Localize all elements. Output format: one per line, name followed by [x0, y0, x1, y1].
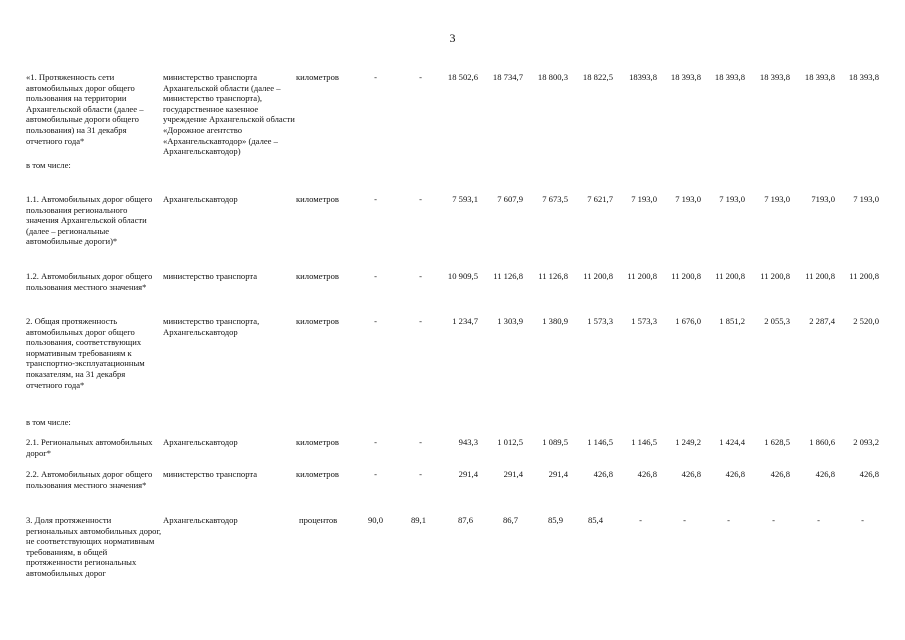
value-cell: 11 200,8 — [715, 271, 745, 281]
value-cell: 7 673,5 — [542, 194, 568, 204]
responsible-party: министерство транспорта — [163, 469, 258, 479]
page-number: 3 — [449, 31, 456, 45]
indicator-name: 1.1. Автомобильных дорог общего пользования регионального значения Архангельской области (далее – региональные автомобильные дороги)* — [26, 194, 153, 247]
value-cell: 7 193,0 — [631, 194, 657, 204]
value-cell: 2 287,4 — [809, 316, 835, 326]
value-cell: 86,7 — [502, 515, 518, 525]
unit-cell: километров — [296, 72, 339, 82]
indicator-name: «1. Протяженность сети автомобильных дорог общего пользования на территории Архангельской области (далее – автомобильные дороги общего пользования) на 31 декабря отчетного года* — [26, 72, 144, 146]
unit-cell: километров — [296, 194, 339, 204]
value-cell: 2 055,3 — [764, 316, 790, 326]
value-cell: 85,4 — [587, 515, 603, 525]
responsible-party: министерство транспорта — [163, 271, 258, 281]
value-cell: 1 424,4 — [719, 437, 745, 447]
responsible-party: министерство транспорта Архангельской области (далее – министерство транспорта), государственное казенное учреждение Архангельской области «Дорожное агентство «Архангельскавтодор» (далее – Архангельскавтодор) — [163, 72, 295, 157]
value-cell: 426,8 — [725, 469, 745, 479]
value-cell: - — [419, 437, 422, 447]
value-cell: 90,0 — [367, 515, 383, 525]
value-cell: 7193,0 — [811, 194, 835, 204]
value-cell: 18 393,8 — [804, 72, 835, 82]
value-cell: - — [683, 515, 686, 525]
value-cell: 7 193,0 — [719, 194, 745, 204]
value-cell: 11 126,8 — [493, 271, 523, 281]
value-cell: 1 851,2 — [719, 316, 745, 326]
indicator-name: 2.2. Автомобильных дорог общего пользования местного значения* — [26, 469, 153, 490]
responsible-party: Архангельскавтодор — [163, 194, 238, 204]
value-cell: 85,9 — [547, 515, 563, 525]
value-cell: 18 393,8 — [848, 72, 879, 82]
value-cell: 426,8 — [681, 469, 701, 479]
value-cell: - — [374, 469, 377, 479]
unit-cell: километров — [296, 271, 339, 281]
value-cell: 7 193,0 — [764, 194, 790, 204]
value-cell: 426,8 — [593, 469, 613, 479]
value-cell: 1 249,2 — [675, 437, 701, 447]
value-cell: - — [374, 194, 377, 204]
value-cell: 1 628,5 — [764, 437, 790, 447]
value-cell: 18 393,8 — [714, 72, 745, 82]
value-cell: 10 909,5 — [447, 271, 478, 281]
responsible-party: министерство транспорта, Архангельскавтодор — [163, 316, 260, 337]
value-cell: 1 012,5 — [497, 437, 523, 447]
unit-cell: километров — [296, 316, 339, 326]
value-cell: 291,4 — [503, 469, 523, 479]
value-cell: 18 800,3 — [537, 72, 568, 82]
value-cell: 291,4 — [458, 469, 478, 479]
value-cell: 1 234,7 — [452, 316, 478, 326]
value-cell: 1 303,9 — [497, 316, 523, 326]
indicator-name: 2.1. Региональных автомобильных дорог* — [26, 437, 153, 458]
subheading: в том числе: — [26, 160, 71, 170]
value-cell: 18 393,8 — [759, 72, 790, 82]
value-cell: - — [419, 316, 422, 326]
responsible-party: Архангельскавтодор — [163, 515, 238, 525]
value-cell: - — [374, 72, 377, 82]
value-cell: 1 860,6 — [809, 437, 835, 447]
value-cell: 426,8 — [637, 469, 657, 479]
value-cell: 1 573,3 — [587, 316, 613, 326]
value-cell: 943,3 — [458, 437, 478, 447]
value-cell: 7 193,0 — [675, 194, 701, 204]
value-cell: - — [817, 515, 820, 525]
value-cell: 18 822,5 — [582, 72, 613, 82]
value-cell: 18 734,7 — [492, 72, 523, 82]
value-cell: 11 200,8 — [671, 271, 701, 281]
value-cell: 11 126,8 — [538, 271, 568, 281]
value-cell: 1 146,5 — [631, 437, 657, 447]
value-cell: 1 380,9 — [542, 316, 568, 326]
value-cell: 11 200,8 — [849, 271, 879, 281]
value-cell: 11 200,8 — [760, 271, 790, 281]
indicator-name: 2. Общая протяженность автомобильных дорог общего пользования, соответствующих нормативным требованиям к транспортно-эксплуатационным показателям, на 31 декабря отчетного года* — [26, 316, 145, 390]
value-cell: - — [419, 469, 422, 479]
value-cell: 7 593,1 — [452, 194, 478, 204]
value-cell: 18 393,8 — [670, 72, 701, 82]
value-cell: 1 146,5 — [587, 437, 613, 447]
value-cell: 1 573,3 — [631, 316, 657, 326]
value-cell: 2 093,2 — [853, 437, 879, 447]
value-cell: - — [727, 515, 730, 525]
value-cell: - — [419, 194, 422, 204]
value-cell: - — [374, 316, 377, 326]
value-cell: 426,8 — [815, 469, 835, 479]
value-cell: 7 607,9 — [497, 194, 523, 204]
value-cell: 7 193,0 — [853, 194, 879, 204]
responsible-party: Архангельскавтодор — [163, 437, 238, 447]
value-cell: - — [639, 515, 642, 525]
value-cell: 7 621,7 — [587, 194, 613, 204]
value-cell: - — [772, 515, 775, 525]
value-cell: 18393,8 — [629, 72, 657, 82]
indicator-name: 1.2. Автомобильных дорог общего пользования местного значения* — [26, 271, 153, 292]
value-cell: 11 200,8 — [583, 271, 613, 281]
value-cell: - — [861, 515, 864, 525]
indicator-name: 3. Доля протяженности региональных автомобильных дорог, не соответствующих нормативным требованиям, в общей протяженности региональных автомобильных дорог — [26, 515, 162, 578]
value-cell: 11 200,8 — [805, 271, 835, 281]
value-cell: 291,4 — [548, 469, 568, 479]
value-cell: - — [419, 72, 422, 82]
value-cell: 87,6 — [457, 515, 473, 525]
value-cell: - — [374, 271, 377, 281]
value-cell: 2 520,0 — [853, 316, 879, 326]
value-cell: 426,8 — [859, 469, 879, 479]
value-cell: - — [374, 437, 377, 447]
value-cell: - — [419, 271, 422, 281]
value-cell: 1 676,0 — [675, 316, 701, 326]
unit-cell: километров — [296, 437, 339, 447]
subheading: в том числе: — [26, 417, 71, 427]
unit-cell: процентов — [299, 515, 338, 525]
value-cell: 1 089,5 — [542, 437, 568, 447]
value-cell: 89,1 — [410, 515, 426, 525]
value-cell: 11 200,8 — [627, 271, 657, 281]
unit-cell: километров — [296, 469, 339, 479]
value-cell: 18 502,6 — [447, 72, 478, 82]
value-cell: 426,8 — [770, 469, 790, 479]
